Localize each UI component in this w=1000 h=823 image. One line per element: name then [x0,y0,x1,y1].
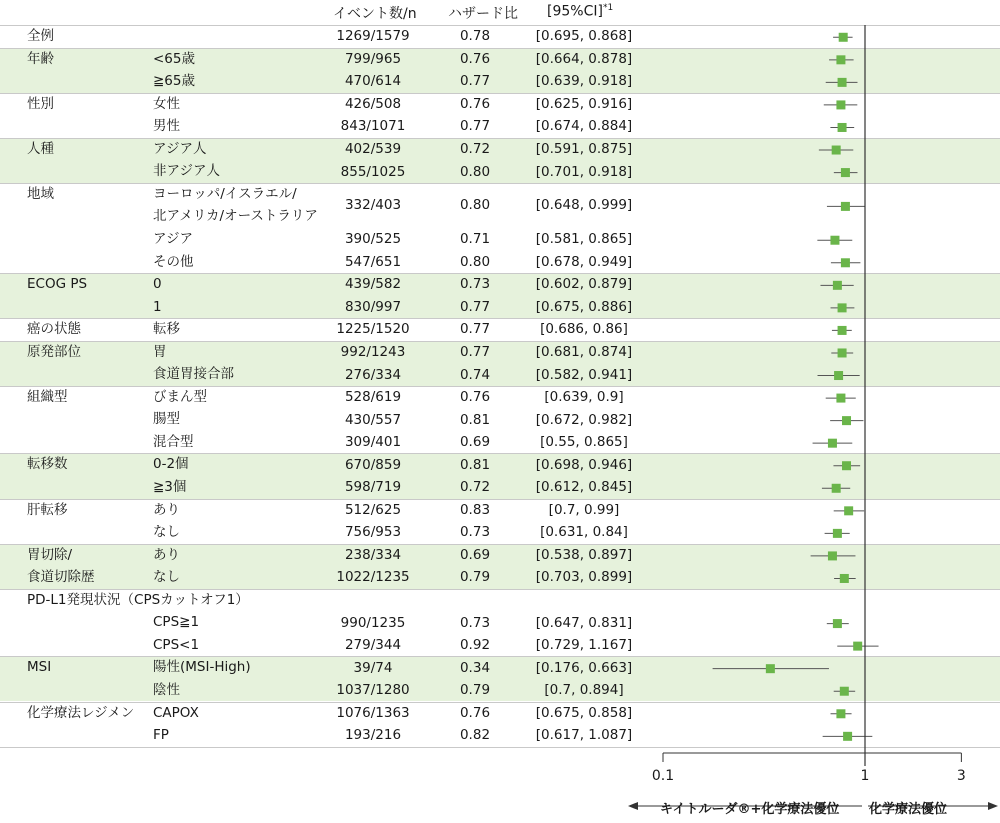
hr-marker [839,33,848,42]
hazard-ratio-value: 0.92 [459,637,491,654]
hazard-ratio-value: 0.76 [459,50,491,67]
events-value: 193/216 [344,727,402,744]
events-value: 992/1243 [340,343,406,360]
ci-value: [0.538, 0.897] [535,546,633,563]
hr-marker [828,551,837,560]
events-value: 276/334 [344,366,402,383]
hr-marker [840,687,849,696]
hr-marker [838,348,847,357]
hazard-ratio-value: 0.81 [459,456,491,473]
ci-value: [0.55, 0.865] [540,434,628,451]
events-value: 1269/1579 [336,28,410,45]
subgroup-label: 地域 [27,185,54,202]
ci-value: [0.674, 0.884] [535,118,633,135]
level-label: 女性 [153,95,180,112]
level-label: 陽性(MSI-High) [153,659,251,676]
ci-value: [0.612, 0.845] [535,479,633,496]
hr-marker [828,439,837,448]
hazard-ratio-value: 0.76 [459,389,491,406]
ci-value: [0.625, 0.916] [535,95,633,112]
level-label: アジア [153,230,193,247]
hazard-ratio-value: 0.77 [459,73,491,90]
subgroup-label: 全例 [27,28,54,44]
hazard-ratio-value: 0.74 [459,366,491,383]
level-label: なし [153,569,180,586]
level-label: 混合型 [153,433,194,450]
hazard-ratio-value: 0.81 [459,411,491,428]
level-label: ヨーロッパ/イスラエル/ [153,185,297,202]
hr-marker [842,416,851,425]
level-label: CPS≧1 [153,614,200,631]
level-label: FP [153,727,169,744]
events-value: 670/859 [344,456,402,473]
subgroup-label: 胃切除/ [27,546,73,563]
ci-value: [0.678, 0.949] [535,253,633,270]
level-label: 胃 [153,343,167,360]
ci-value: [0.695, 0.868] [535,28,633,45]
header-ci-label: [95%CI] [547,3,603,20]
ci-value: [0.664, 0.878] [535,50,633,67]
level-label: 男性 [153,118,180,135]
axis-layer [628,25,998,810]
level-label: びまん型 [153,388,207,405]
hazard-ratio-value: 0.82 [459,727,491,744]
level-label: アジア人 [153,140,207,157]
hr-marker [842,461,851,470]
subgroup-label: 人種 [27,140,54,157]
level-label: 転移 [153,321,180,338]
hr-marker [836,55,845,64]
ci-value: [0.701, 0.918] [535,163,633,180]
x-tick-label: 0.1 [651,768,675,784]
level-label: CAPOX [153,704,199,721]
hr-marker [841,258,850,267]
hazard-ratio-value: 0.77 [459,321,491,338]
events-value: 1076/1363 [336,704,410,721]
subgroup-label: MSI [27,659,52,676]
ci-layer [713,33,879,741]
subgroup-label: 性別 [27,95,54,112]
hazard-ratio-value: 0.34 [459,659,491,676]
events-value: 547/651 [344,253,402,270]
events-value: 279/344 [344,637,402,654]
level-label: その他 [153,253,194,270]
level-label: 非アジア人 [153,163,220,180]
hazard-ratio-value: 0.73 [459,614,491,631]
level-label: あり [153,546,180,563]
hazard-ratio-value: 0.77 [459,343,491,360]
ci-value: [0.681, 0.874] [535,343,633,360]
events-value: 1225/1520 [336,321,410,338]
ci-value: [0.7, 0.99] [548,501,620,518]
events-value: 512/625 [344,501,402,518]
events-value: 402/539 [344,141,402,158]
level-label: 0 [153,276,162,293]
hr-marker [833,529,842,538]
header-hazard-ratio: ハザード比 [448,6,518,22]
hazard-ratio-value: 0.72 [459,479,491,496]
hazard-ratio-value: 0.69 [459,434,491,451]
events-value: 756/953 [344,524,402,541]
ci-value: [0.648, 0.999] [535,197,633,214]
ci-value: [0.698, 0.946] [535,456,633,473]
hazard-ratio-value: 0.77 [459,118,491,135]
subgroup-label: 年齢 [27,50,54,67]
events-value: 390/525 [344,231,402,248]
hazard-ratio-value: 0.79 [459,682,491,699]
hr-marker [838,326,847,335]
ci-value: [0.729, 1.167] [535,637,633,654]
subgroup-label-line2: 食道切除歴 [27,569,95,586]
hr-marker [830,236,839,245]
level-label: 0-2個 [153,456,189,473]
level-label: あり [153,501,180,518]
hazard-ratio-value: 0.80 [459,163,491,180]
ci-value: [0.602, 0.879] [535,276,633,293]
events-value: 855/1025 [340,163,406,180]
hr-marker [841,202,850,211]
events-value: 439/582 [344,276,402,293]
hr-marker [766,664,775,673]
ci-value: [0.647, 0.831] [535,614,633,631]
hr-marker [833,619,842,628]
favor-left-arrowhead [628,802,638,810]
events-value: 830/997 [344,298,402,315]
events-value: 843/1071 [340,118,406,135]
level-label: 1 [153,298,162,315]
ci-value: [0.675, 0.886] [535,298,633,315]
hr-marker [838,123,847,132]
hazard-ratio-value: 0.80 [459,197,491,214]
events-value: 238/334 [344,546,402,563]
hazard-ratio-value: 0.76 [459,95,491,112]
favor-right-arrowhead [988,802,998,810]
level-label: ≧65歳 [153,73,195,90]
hazard-ratio-value: 0.69 [459,546,491,563]
hazard-ratio-value: 0.73 [459,276,491,293]
events-value: 430/557 [344,411,402,428]
level-label: CPS<1 [153,636,200,653]
hazard-ratio-value: 0.71 [459,231,491,248]
ci-value: [0.591, 0.875] [535,141,633,158]
hr-marker [836,709,845,718]
hr-marker [836,100,845,109]
hazard-ratio-value: 0.72 [459,141,491,158]
events-value: 799/965 [344,50,402,67]
subgroup-label: 化学療法レジメン [27,704,135,721]
events-value: 1022/1235 [336,569,410,586]
header-ci-note: *1 [602,3,614,13]
hr-marker [834,371,843,380]
hazard-ratio-value: 0.79 [459,569,491,586]
events-value: 528/619 [344,389,402,406]
events-value: 990/1235 [340,614,406,631]
ci-value: [0.639, 0.918] [535,73,633,90]
subgroup-label: 原発部位 [27,343,81,360]
hr-marker [832,146,841,155]
hr-marker [843,732,852,741]
ci-value: [0.7, 0.894] [544,682,624,699]
ci-value: [0.703, 0.899] [535,569,633,586]
level-label: <65歳 [153,50,195,67]
x-tick-label: 1 [860,768,870,784]
hr-marker [838,78,847,87]
favor-left-label: キイトルーダ®+化学療法優位 [660,802,840,817]
subgroup-label: 組織型 [27,388,68,405]
hazard-ratio-value: 0.80 [459,253,491,270]
level-label: 食道胃接合部 [153,366,234,383]
hr-marker [841,168,850,177]
level-label: 腸型 [153,411,180,428]
ci-value: [0.582, 0.941] [535,366,633,383]
hazard-ratio-value: 0.83 [459,501,491,518]
events-value: 309/401 [344,434,402,451]
hr-marker [836,394,845,403]
events-value: 332/403 [344,197,402,214]
subgroup-label: 転移数 [27,456,68,473]
subgroup-label: 肝転移 [27,501,68,518]
level-label: なし [153,524,180,541]
hazard-ratio-value: 0.73 [459,524,491,541]
x-tick-label: 3 [956,768,966,784]
header-events: イベント数/n [333,6,417,22]
ci-value: [0.639, 0.9] [544,389,624,406]
ci-value: [0.631, 0.84] [540,524,628,541]
hr-marker [853,642,862,651]
level-label: 陰性 [153,681,180,698]
level-label: ≧3個 [153,479,187,495]
level-label-line2: 北アメリカ/オーストラリア [153,208,318,225]
subgroup-label: ECOG PS [27,276,88,293]
ci-value: [0.675, 0.858] [535,704,633,721]
hr-marker [840,574,849,583]
events-value: 598/719 [344,479,402,496]
subgroup-label: PD-L1発現状況（CPSカットオフ1） [27,591,249,608]
ci-value: [0.672, 0.982] [535,411,633,428]
hr-marker [844,506,853,515]
events-value: 1037/1280 [336,682,410,699]
ci-value: [0.581, 0.865] [535,231,633,248]
subgroup-label: 癌の状態 [27,321,81,338]
hr-marker [832,484,841,493]
hazard-ratio-value: 0.76 [459,704,491,721]
hr-marker [833,281,842,290]
ci-value: [0.176, 0.663] [535,659,633,676]
hr-marker [838,303,847,312]
events-value: 470/614 [344,73,402,90]
hazard-ratio-value: 0.77 [459,298,491,315]
favor-right-label: 化学療法優位 [869,802,948,817]
hazard-ratio-value: 0.78 [459,28,491,45]
ci-value: [0.686, 0.86] [540,321,628,338]
events-value: 426/508 [344,95,402,112]
events-value: 39/74 [353,659,393,676]
ci-value: [0.617, 1.087] [535,727,633,744]
